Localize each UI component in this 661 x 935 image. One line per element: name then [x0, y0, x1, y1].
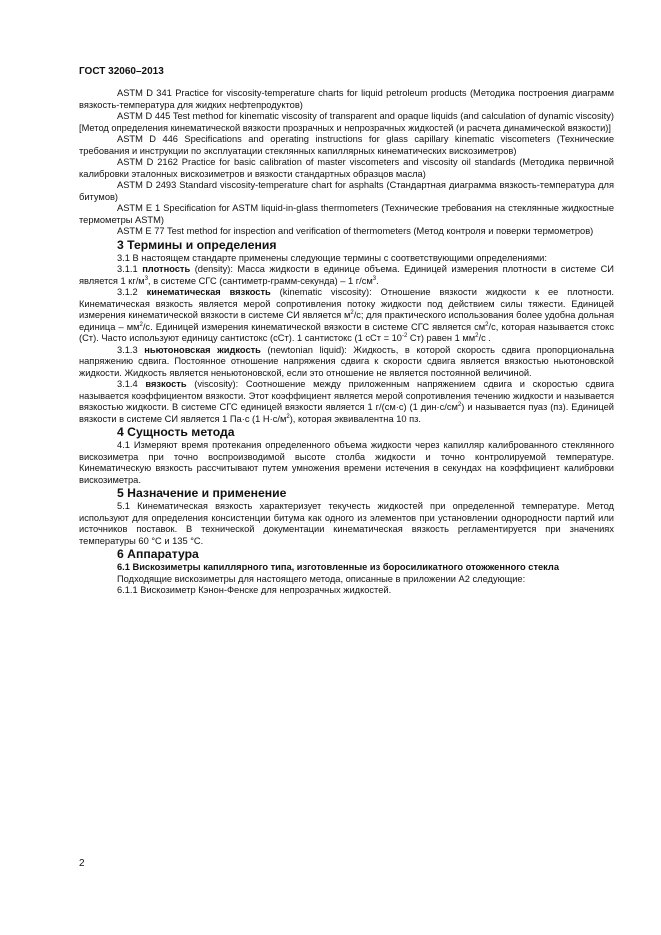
term-name: плотность [142, 264, 191, 274]
section-6-paragraph: Подходящие вискозиметры для настоящего метода, описанные в приложении А2 следующие: [117, 573, 526, 584]
section-4-paragraph: 4.1 Измеряют время протекания определенного объема жидкости через капилляр калиброванного стеклянного вискозиметра при точно воспроизводимой высоте столба жидкости и точно контролируемой температуре. Кинематическую вязкость рассчитывают путем умножения времени истечения в секундах на коэффициент калибровки вискозиметра. [79, 440, 614, 485]
reference-item: ASTM E 77 Test method for inspection and verification of thermometers (Метод контроля и поверки термометров) [117, 226, 594, 236]
reference-item: ASTM D 341 Practice for viscosity-temperature charts for liquid petroleum products (Методика построения диаграмм вязкость-температура для жидких нефтепродуктов) [79, 88, 614, 110]
page-number: 2 [79, 858, 85, 869]
reference-item: ASTM D 446 Specifications and operating instructions for glass capillary kinematic viscometers (Технические требования и инструкции по эксплуатации стеклянных капиллярных кинематических вискозиметров) [79, 134, 614, 156]
references-list [79, 88, 614, 238]
section-4-title: 4 Сущность метода [117, 425, 235, 439]
reference-item: ASTM E 1 Specification for ASTM liquid-in-glass thermometers (Технические требования на стеклянные жидкостные термометры ASTM) [79, 203, 614, 225]
term-newtonian-liquid: 3.1.3 ньютоновская жидкость (newtonian liquid): Жидкость, в которой скорость сдвига пропорциональна напряжению сдвига. Постоянное отношение напряжения сдвига к скорости сдвига является вязкостью ньютоновской жидкости. Жидкость является неньютоновской, если это отношение не является постоянной величиной. [79, 344, 614, 378]
section-6-item: 6.1.1 Вискозиметр Кэнон-Фенске для непрозрачных жидкостей. [117, 585, 392, 595]
term-name: ньютоновская жидкость [144, 344, 261, 355]
document-header: ГОСТ 32060–2013 [79, 66, 164, 77]
section-6-title: 6 Аппаратура [117, 547, 199, 561]
term-density: 3.1.1 плотность (density): Масса жидкости в единице объема. Единицей измерения плотности в системе СИ является 1 $кг/м^3$, в системе СГС (сантиметр-грамм-секунда) – 1 $г/см^3$. [79, 264, 614, 286]
reference-item: ASTM D 445 Test method for kinematic viscosity of transparent and opaque liquids (and calculation of dynamic viscosity) [Метод определения кинематической вязкости прозрачных и непрозрачных жидкостей (и расчета динамической вязкости)] [79, 111, 614, 133]
term-kinematic-viscosity: 3.1.2 кинематическая вязкость (kinematic viscosity): Отношение вязкости жидкости к ее плотности. Кинематическая вязкость является мерой сопротивления потоку жидкости под действием силы тяжести. Единицей измерения кинематической вязкости в системе СИ является $м^2/с$; для практического использования более удобна дольная единица – $мм^2/с$. Единицей измерения кинематической вязкости в системе СГС является $см^2/с$, которая называется стокс (Ст). Часто используют единицу сантистокс (сСт). 1 сантистокс (1 сСт = $10^{-2}$ Ст) равен 1 $мм^2/с$ . [79, 287, 615, 343]
reference-item: ASTM D 2162 Practice for basic calibration of master viscometers and viscosity oil standards (Методика первичной калибровки эталонных вискозиметров и вязкости стандартных образцов масла) [79, 157, 614, 179]
section-3-intro: 3.1 В настоящем стандарте применены следующие термины с соответствующими определениями: [117, 252, 547, 263]
section-6-subtitle: 6.1 Вискозиметры капиллярного типа, изготовленные из боросиликатного отожженного стекла [117, 562, 560, 572]
section-5-title: 5 Назначение и применение [117, 486, 287, 500]
page-content [79, 88, 614, 597]
term-name: вязкость [145, 379, 187, 389]
term-viscosity: 3.1.4 вязкость (viscosity): Соотношение между приложенным напряжением сдвига и скоростью сдвига называется коэффициентом вязкости. Этот коэффициент является мерой сопротивления течению жидкости и называется вязкостью жидкости. В системе СГС единицей вязкости является 1 г/(см·с) (1 $дин\cdot с/см^2$) и называется пуаз (пз). Единицей вязкости в системе СИ является 1 Па·с (1 $Н\cdot с/м^2$), которая эквивалентна 10 пз. [79, 379, 614, 424]
section-5-paragraph: 5.1 Кинематическая вязкость характеризует текучесть жидкостей при определенной температуре. Метод используют для определения консистенции битума как одного из элементов при установлении однородности партий или источников поставок. В технической документации кинематическая вязкость регламентируется при значениях температуры 60 °С и 135 °С. [79, 501, 614, 546]
section-3-title: 3 Термины и определения [117, 237, 277, 252]
term-name: кинематическая вязкость [146, 287, 271, 297]
reference-item: ASTM D 2493 Standard viscosity-temperature chart for asphalts (Стандартная диаграмма вязкость-температура для битумов) [79, 180, 614, 202]
